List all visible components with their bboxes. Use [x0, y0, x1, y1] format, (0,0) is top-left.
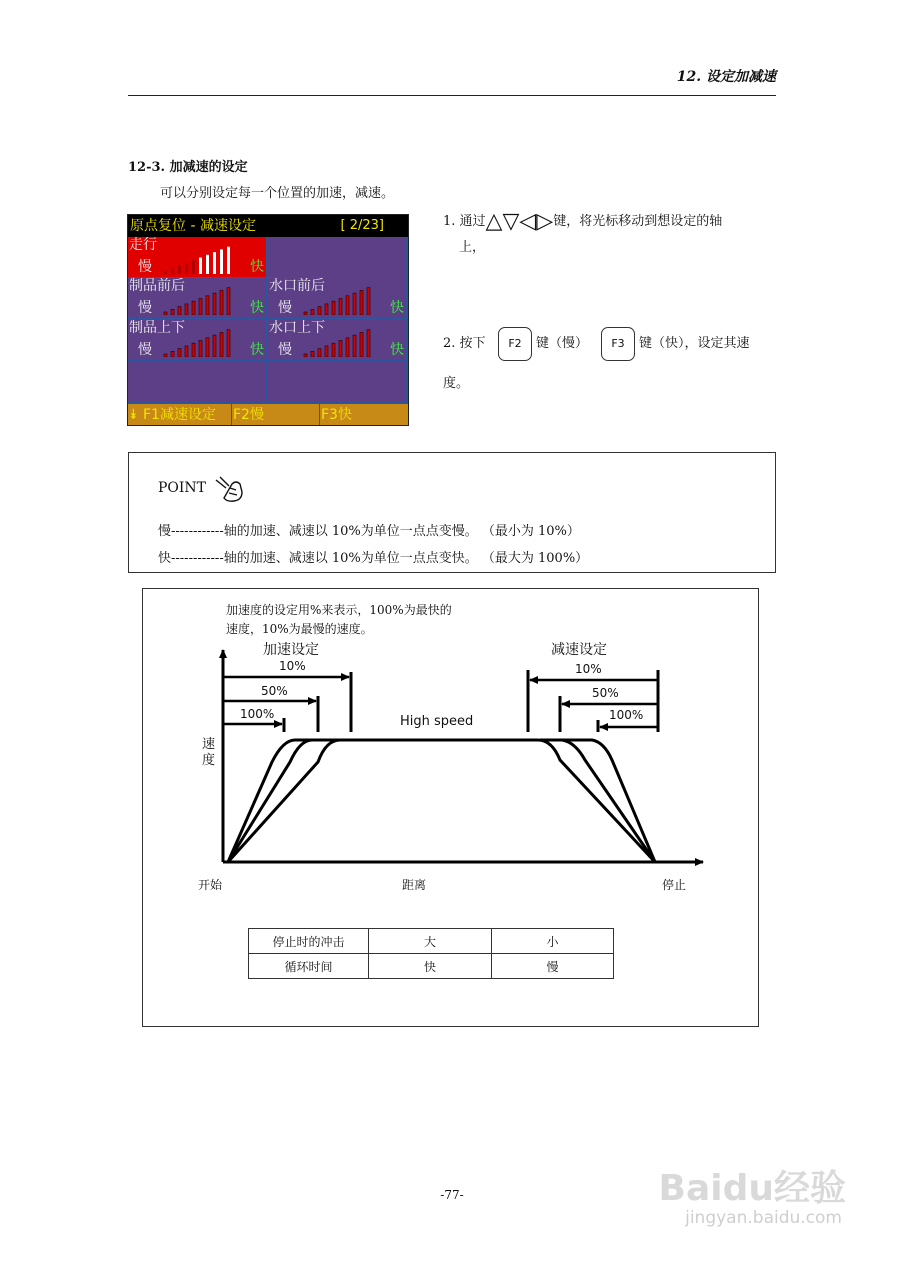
x-end-label: 停止 [662, 878, 687, 892]
speed-bar [339, 299, 342, 316]
table-cell: 小 [492, 929, 614, 954]
slow-label: 慢 [138, 342, 152, 358]
table-cell: 停止时的冲击 [249, 929, 369, 954]
speed-bar [227, 330, 230, 357]
speed-bar [199, 341, 202, 358]
speed-bar [206, 296, 209, 315]
step2-text: 键（快），设定其速 [639, 336, 750, 351]
speed-bar [199, 258, 202, 275]
speed-bar [220, 332, 223, 357]
speed-bar [318, 349, 321, 357]
point-title: POINT [158, 480, 207, 496]
page-number: -77- [440, 1188, 464, 1202]
x-start-label: 开始 [198, 878, 223, 892]
chapter-title: 12. 设定加减速 [676, 69, 776, 85]
speed-bar [311, 351, 314, 357]
speed-bar [178, 266, 181, 274]
speed-bar [213, 335, 216, 357]
speed-bar [304, 312, 307, 315]
f3-key: F3 [601, 327, 635, 361]
speed-bar [353, 293, 356, 315]
speed-bar [164, 312, 167, 315]
speed-level-bars [302, 285, 374, 315]
speed-bar [360, 290, 363, 315]
point-fast-line: 快------------轴的加速、减速以 10%为单位一点点变快。 （最大为 100%） [158, 551, 589, 566]
speed-bar [206, 255, 209, 274]
accel-50-label: 50% [261, 684, 288, 698]
high-speed-label: High speed [400, 714, 474, 729]
point-slow-line: 慢------------轴的加速、减速以 10%为单位一点点变慢。 （最小为 10%） [158, 524, 580, 539]
table-cell: 循环时间 [249, 954, 369, 979]
pointing-hand-icon [212, 474, 248, 504]
header-rule [128, 95, 776, 96]
step1-text: 键，将光标移动到想设定的轴 [553, 214, 723, 229]
speed-level-bars [302, 327, 374, 357]
lcd-title: 原点复位 - 减速设定 [128, 215, 408, 237]
speed-bar [304, 354, 307, 357]
speed-bar [199, 299, 202, 316]
table-row [249, 954, 614, 979]
speed-bar [227, 247, 230, 274]
speed-bar [367, 330, 370, 357]
slow-label: 慢 [138, 300, 152, 316]
table-cell: 大 [369, 929, 492, 954]
axis-cell[interactable] [268, 362, 407, 403]
speed-bar [192, 343, 195, 357]
lcd-screen [127, 214, 409, 426]
table-cell: 快 [369, 954, 492, 979]
speed-bar [192, 301, 195, 315]
section-intro: 可以分别设定每一个位置的加速，减速。 [160, 186, 395, 201]
instruction-step2-cont: 度。 [443, 376, 470, 391]
fast-label: 快 [250, 300, 264, 316]
slow-label: 慢 [278, 342, 292, 358]
speed-bar [192, 260, 195, 274]
speed-bar [353, 335, 356, 357]
axis-cell[interactable] [128, 237, 267, 278]
speed-bar [213, 252, 216, 274]
fast-label: 快 [250, 342, 264, 358]
speed-bar [367, 288, 370, 315]
speed-bar [346, 296, 349, 315]
f1-deceleration-setting[interactable]: F1减速设定 [143, 407, 216, 423]
f3-fast[interactable]: F3快 [321, 407, 352, 423]
speed-bar [339, 341, 342, 358]
decel-10-label: 10% [575, 662, 602, 676]
speed-bar [206, 338, 209, 357]
speed-level-bars [162, 285, 234, 315]
axis-name: 水口前后 [269, 278, 325, 294]
watermark-url: jingyan.baidu.com [685, 1208, 842, 1228]
scroll-down-icon: ⯯ [129, 407, 138, 423]
table-cell: 慢 [492, 954, 614, 979]
speed-bar [360, 332, 363, 357]
table-row [249, 929, 614, 954]
accel-setting-label: 加速设定 [263, 642, 319, 658]
comparison-table [248, 928, 614, 979]
axis-name: 水口上下 [269, 320, 325, 336]
decel-100-label: 100% [609, 708, 644, 722]
speed-bar [185, 346, 188, 357]
axis-name: 制品上下 [129, 320, 185, 336]
y-axis-label: 速度 [202, 737, 216, 768]
figure-note-1: 加速度的设定用%来表示，100%为最快的 [226, 603, 452, 617]
axis-cell[interactable] [268, 237, 407, 278]
speed-bar [332, 301, 335, 315]
axis-cell[interactable] [128, 320, 267, 361]
speed-bar [185, 304, 188, 315]
speed-bar [220, 249, 223, 274]
speed-bar [178, 307, 181, 315]
step2-mid: 键（慢） [536, 336, 589, 351]
f2-slow[interactable]: F2慢 [233, 407, 264, 423]
speed-bar [220, 290, 223, 315]
speed-bar [332, 343, 335, 357]
arrow-keys-icon: △▽◁▷ [485, 209, 554, 234]
speed-bar [318, 307, 321, 315]
speed-bar [171, 268, 174, 274]
fast-label: 快 [390, 300, 404, 316]
axis-name: 制品前后 [129, 278, 185, 294]
step2-prefix: 2. 按下 [443, 336, 486, 351]
speed-bar [227, 288, 230, 315]
watermark-logo: Baidu经验 [658, 1168, 846, 1209]
fast-label: 快 [250, 259, 264, 275]
f2-key: F2 [498, 327, 532, 361]
speed-level-bars [162, 244, 234, 274]
footer-divider [231, 404, 232, 426]
figure-note-2: 速度，10%为最慢的速度。 [226, 622, 373, 636]
lcd-page-indicator: [ 2/23] [340, 218, 384, 233]
instruction-step1-cont: 上， [459, 240, 486, 255]
decel-setting-label: 减速设定 [551, 642, 607, 658]
section-title: 12-3. 加减速的设定 [128, 160, 248, 175]
step1-prefix: 1. 通过 [443, 214, 486, 229]
speed-bar [164, 354, 167, 357]
speed-bar [213, 293, 216, 315]
speed-level-bars [162, 327, 234, 357]
speed-bar [325, 304, 328, 315]
slow-label: 慢 [138, 259, 152, 275]
axis-cell[interactable] [128, 362, 267, 403]
speed-bar [185, 263, 188, 274]
axis-name: 走行 [129, 237, 157, 253]
lcd-footer [128, 404, 408, 426]
decel-50-label: 50% [592, 686, 619, 700]
speed-bar [346, 338, 349, 357]
axis-cell[interactable] [268, 320, 407, 361]
axis-cell[interactable] [128, 278, 267, 319]
instruction-step1 [443, 209, 723, 234]
axis-cell[interactable] [268, 278, 407, 319]
speed-bar [171, 309, 174, 315]
speed-bar [311, 309, 314, 315]
fast-label: 快 [390, 342, 404, 358]
speed-bar [164, 271, 167, 274]
speed-bar [325, 346, 328, 357]
footer-divider [319, 404, 320, 426]
x-axis-label: 距离 [402, 878, 427, 892]
accel-10-label: 10% [279, 659, 306, 673]
speed-bar [171, 351, 174, 357]
speed-bar [178, 349, 181, 357]
accel-100-label: 100% [240, 707, 275, 721]
slow-label: 慢 [278, 300, 292, 316]
